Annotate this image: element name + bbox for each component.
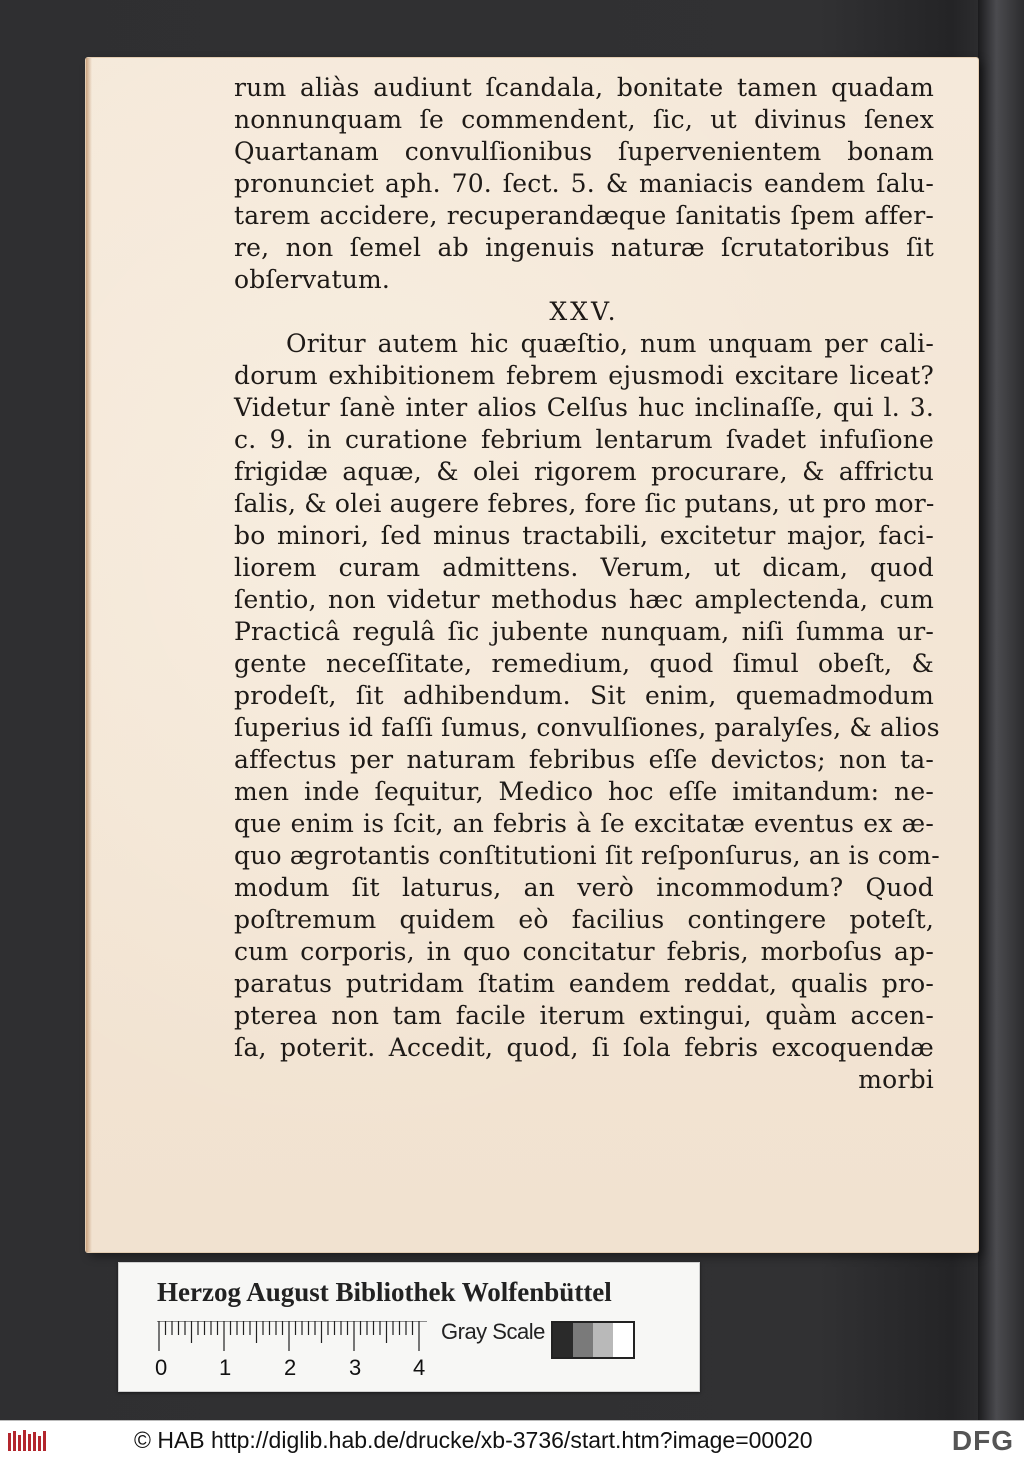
text-line: affectus per naturam febribus eſſe devictos; non ta- bbox=[234, 745, 934, 774]
text-line: poſtremum quidem eò facilius contingere poteſt, bbox=[234, 905, 934, 934]
text-line: liorem curam admittens. Verum, ut dicam, quod bbox=[234, 553, 934, 582]
text-line: modum ſit laturus, an verò incommodum? Quod bbox=[234, 873, 934, 902]
text-line: Quartanam convulſionibus ſupervenientem bonam bbox=[234, 137, 934, 166]
text-line: obſervatum. bbox=[234, 265, 391, 294]
page-text bbox=[234, 72, 940, 1096]
text-line: pronunciet aph. 70. ſect. 5. & maniacis eandem ſalu- bbox=[234, 169, 934, 198]
library-label bbox=[118, 1262, 700, 1392]
ruler-number: 2 bbox=[284, 1355, 297, 1380]
text-line: cum corporis, in quo concitatur febris, morboſus ap- bbox=[234, 937, 934, 966]
text-line: bo minori, ſed minus tractabili, excitetur major, faci- bbox=[234, 521, 934, 550]
section-heading: XXV. bbox=[549, 297, 619, 326]
text-line: frigidæ aquæ, & olei rigorem procurare, & affrictu bbox=[234, 457, 934, 486]
gray-patch bbox=[553, 1323, 573, 1357]
ruler-number: 3 bbox=[349, 1355, 362, 1380]
gray-scale-swatch bbox=[551, 1321, 635, 1359]
ruler-number: 1 bbox=[219, 1355, 232, 1380]
ruler-number: 4 bbox=[413, 1355, 426, 1380]
footer-bar bbox=[0, 1420, 1024, 1461]
scanner-edge bbox=[978, 0, 1024, 1420]
text-line: dorum exhibitionem febrem ejusmodi excitare liceat? bbox=[234, 361, 934, 390]
text-line: tarem accidere, recuperandæque ſanitatis ſpem affer- bbox=[234, 201, 934, 230]
text-line: que enim is ſcit, an febris à ſe excitatæ eventus ex æ- bbox=[234, 809, 934, 838]
ruler-icon bbox=[157, 1321, 427, 1353]
gray-patch bbox=[613, 1323, 633, 1357]
text-line: ſuperius id faſſi ſumus, convulſiones, paralyſes, & alios bbox=[234, 713, 940, 742]
text-line: men inde ſequitur, Medico hoc eſſe imitandum: ne- bbox=[234, 777, 934, 806]
hab-logo-icon bbox=[8, 1429, 48, 1453]
library-name: Herzog August Bibliothek Wolfenbüttel bbox=[157, 1277, 612, 1307]
copyright-url[interactable]: © HAB http://diglib.hab.de/drucke/xb-3736/start.htm?image=00020 bbox=[134, 1427, 813, 1453]
text-line: Oritur autem hic quæſtio, num unquam per cali- bbox=[286, 329, 934, 358]
gray-patch bbox=[593, 1323, 613, 1357]
gray-patch bbox=[573, 1323, 593, 1357]
text-line: nonnunquam ſe commendent, ſic, ut divinus ſenex bbox=[234, 105, 934, 134]
text-line: quo ægrotantis conſtitutioni ſit reſponſurus, an is com- bbox=[234, 841, 940, 870]
text-line: pterea non tam facile iterum extingui, quàm accen- bbox=[234, 1001, 934, 1030]
text-line: c. 9. in curatione febrium lentarum ſvadet infuſione bbox=[234, 425, 934, 454]
text-line: ſentio, non videtur methodus hæc amplectenda, cum bbox=[234, 585, 934, 614]
text-line: paratus putridam ſtatim eandem reddat, qualis pro- bbox=[234, 969, 934, 998]
page-edge bbox=[86, 58, 92, 1252]
catchword: morbi bbox=[858, 1065, 934, 1094]
gray-scale-label: Gray Scale bbox=[441, 1319, 545, 1344]
text-line: Practicâ regulâ ſic jubente nunquam, niſi ſumma ur- bbox=[234, 617, 934, 646]
text-line: re, non ſemel ab ingenuis naturæ ſcrutatoribus ſit bbox=[234, 233, 934, 262]
text-line: Videtur ſanè inter alios Celſus huc inclinaſſe, qui l. 3. bbox=[234, 393, 934, 422]
text-line: prodeſt, ſit adhibendum. Sit enim, quemadmodum bbox=[234, 681, 934, 710]
text-line: gente neceſſitate, remedium, quod ſimul obeſt, & bbox=[234, 649, 934, 678]
ruler-numbers bbox=[155, 1355, 455, 1385]
ruler-number: 0 bbox=[155, 1355, 168, 1380]
text-line: ſa, poterit. Accedit, quod, ſi ſola febris excoquendæ bbox=[234, 1033, 934, 1062]
text-line: ſalis, & olei augere febres, fore ſic putans, ut pro mor- bbox=[234, 489, 935, 518]
text-line: rum aliàs audiunt ſcandala, bonitate tamen quadam bbox=[234, 73, 934, 102]
dfg-logo: DFG bbox=[951, 1425, 1014, 1456]
